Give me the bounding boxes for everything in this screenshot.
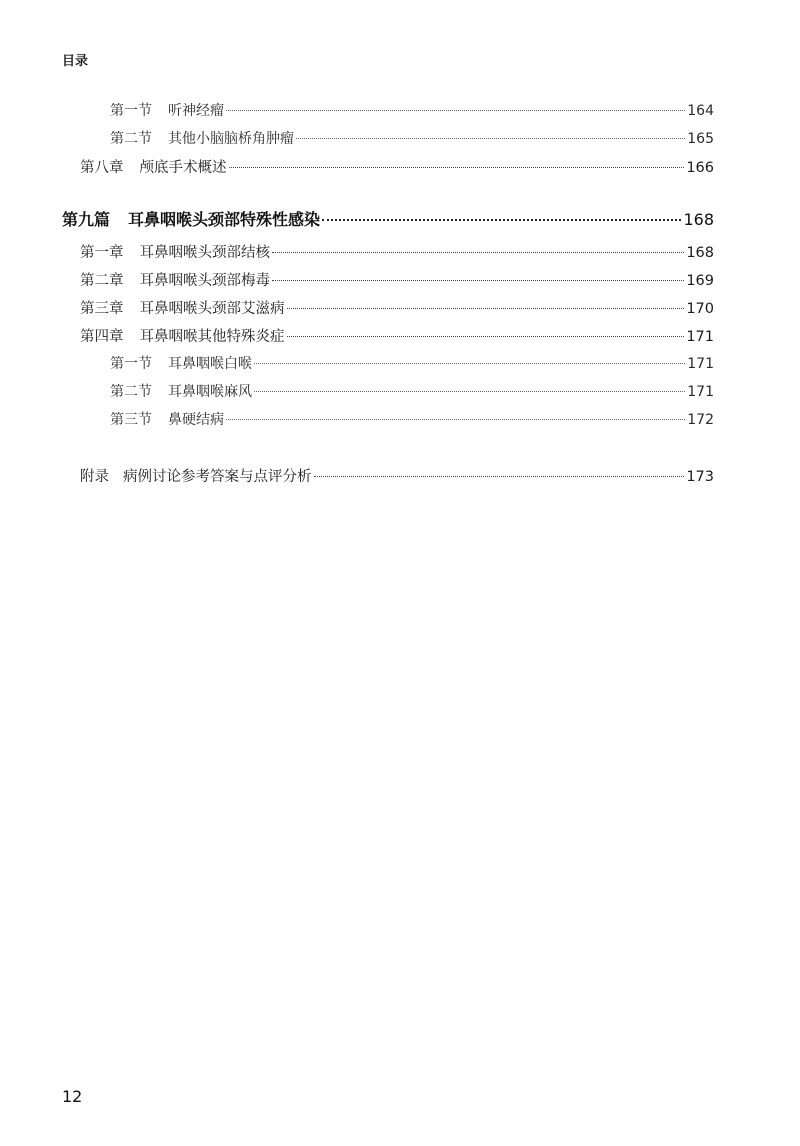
toc-entry-title: 耳鼻咽喉白喉: [168, 356, 252, 372]
toc-entry-page: 166: [686, 160, 714, 176]
toc-entry-number: 第二节: [110, 384, 152, 400]
toc-entry-number: 第一节: [110, 103, 152, 119]
dot-leader: [254, 391, 685, 392]
dot-leader: [226, 419, 685, 420]
dot-leader: [226, 110, 685, 111]
toc-entry[interactable]: [110, 381, 714, 401]
toc-entry-page: 164: [687, 103, 714, 119]
toc-entry-number: 第九篇: [62, 210, 111, 229]
dot-leader: [254, 363, 685, 364]
toc-entry-number: 第一节: [110, 356, 152, 372]
toc-entry-number: 第八章: [80, 160, 124, 176]
toc-entry[interactable]: [80, 465, 714, 486]
toc-entry[interactable]: [80, 156, 714, 177]
toc-entry-number: 第四章: [80, 329, 124, 345]
toc-entry-title: 鼻硬结病: [168, 412, 224, 428]
dot-leader: [229, 167, 685, 168]
toc-entry-number: 第二节: [110, 131, 152, 147]
toc-entry[interactable]: [110, 100, 714, 120]
dot-leader: [314, 476, 685, 477]
dot-leader: [322, 219, 681, 221]
toc-entry-title: 耳鼻咽喉头颈部结核: [139, 245, 270, 261]
toc-entry-title: 耳鼻咽喉头颈部梅毒: [139, 273, 270, 289]
toc-entry[interactable]: [80, 241, 714, 262]
toc-entry[interactable]: [80, 325, 714, 346]
toc-entry-title: 耳鼻咽喉头颈部艾滋病: [139, 301, 285, 317]
dot-leader: [296, 138, 685, 139]
dot-leader: [272, 252, 684, 253]
toc-entry[interactable]: [110, 409, 714, 429]
toc-entry-number: 第二章: [80, 273, 124, 289]
toc-entry-page: 171: [687, 356, 714, 372]
dot-leader: [287, 308, 685, 309]
toc-entry-page: 171: [686, 329, 714, 345]
dot-leader: [287, 336, 685, 337]
toc-entry-part[interactable]: [62, 207, 714, 230]
toc-entry-title: 其他小脑脑桥角肿瘤: [168, 131, 294, 147]
toc-entry-number: 第三章: [80, 301, 124, 317]
toc-entry[interactable]: [110, 353, 714, 373]
running-header: 目录: [62, 54, 89, 69]
toc-entry[interactable]: [110, 128, 714, 148]
toc-entry-page: 173: [686, 469, 714, 485]
toc-entry-title: 耳鼻咽喉麻风: [168, 384, 252, 400]
toc-entry-number: 第一章: [80, 245, 124, 261]
toc-entry-page: 171: [687, 384, 714, 400]
toc-entry-number: 附录: [80, 469, 109, 485]
toc-entry-number: 第三节: [110, 412, 152, 428]
toc-entry-title: 听神经瘤: [168, 103, 224, 119]
page-number: 12: [62, 1087, 83, 1106]
toc-entry-page: 170: [686, 301, 714, 317]
toc-entry-title: 病例讨论参考答案与点评分析: [123, 469, 312, 485]
toc-entry[interactable]: [80, 269, 714, 290]
toc-entry-title: 颅底手术概述: [139, 160, 227, 176]
toc-entry-page: 168: [686, 245, 714, 261]
dot-leader: [272, 280, 684, 281]
toc-entry-page: 172: [687, 412, 714, 428]
toc-entry-page: 169: [686, 273, 714, 289]
toc-entry-title: 耳鼻咽喉头颈部特殊性感染: [128, 210, 321, 229]
toc-entry-page: 165: [687, 131, 714, 147]
toc-entry-page: 168: [683, 210, 714, 229]
toc-entry-title: 耳鼻咽喉其他特殊炎症: [139, 329, 285, 345]
toc-entry[interactable]: [80, 297, 714, 318]
